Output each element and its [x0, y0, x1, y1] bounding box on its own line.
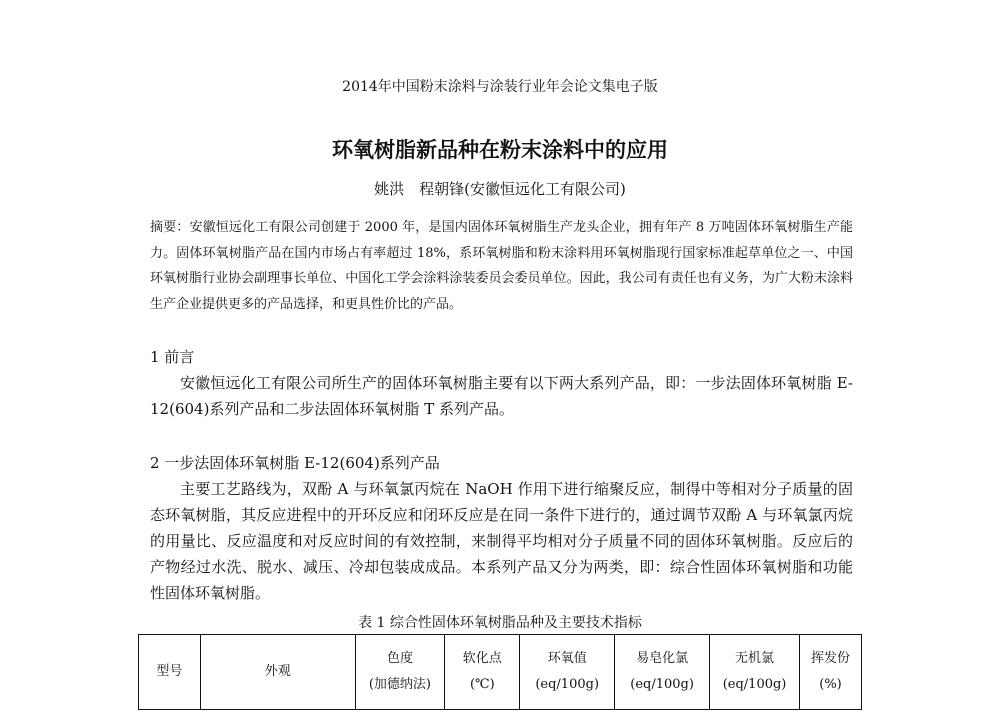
paper-title: 环氧树脂新品种在粉末涂料中的应用: [332, 138, 668, 162]
col-header-label: 外观: [264, 664, 291, 679]
table-caption: 表 1 综合性固体环氧树脂品种及主要技术指标: [358, 615, 642, 631]
section-2-paragraph: 主要工艺路线为，双酚 A 与环氧氯丙烷在 NaOH 作用下进行缩聚反应，制得中等相对分子质量的固态环氧树脂，其反应进程中的开环反应和闭环反应是在同一条件下进行的，通过调节双酚 A 与环氧氯丙烷的用量比、反应温度和对反应时间的有效控制，来制得平均相对分子质量不同的固体环氧树脂。反应后的产物经过水洗、脱水、减压、冷却包装成成品。本系列产品又分为两类，即：综合性固体环氧树脂和功能性固体环氧树脂。: [150, 480, 853, 602]
col-header-unit: (℃): [469, 677, 495, 692]
col-header-label: 无机氯: [735, 651, 775, 666]
col-header-unit: (加德纳法): [368, 677, 432, 692]
col-header-label: 易皂化氯: [636, 651, 689, 666]
section-1-paragraph: 安徽恒远化工有限公司所生产的固体环氧树脂主要有以下两大系列产品，即：一步法固体环氧树脂 E-12(604)系列产品和二步法固体环氧树脂 T 系列产品。: [150, 374, 853, 418]
section-2-heading: 2 一步法固体环氧树脂 E-12(604)系列产品: [150, 454, 440, 472]
col-header-appearance: [200, 635, 355, 710]
col-header-inorganic-chlorine: [710, 635, 800, 710]
col-header-unit: (eq/100g): [535, 677, 600, 692]
spec-table: [138, 634, 862, 710]
section-1-heading: 1 前言: [150, 348, 195, 366]
col-header-color: [355, 635, 445, 710]
col-header-epoxy-value: [520, 635, 615, 710]
table-header-row: [139, 635, 862, 710]
col-header-hydrolyzable-chlorine: [615, 635, 710, 710]
col-header-model: [139, 635, 201, 710]
col-header-unit: (%): [819, 677, 842, 692]
col-header-unit: (eq/100g): [630, 677, 694, 692]
col-header-label: 挥发份: [811, 651, 851, 666]
col-header-label: 型号: [156, 664, 183, 679]
col-header-label: 环氧值: [547, 651, 587, 666]
col-header-label: 软化点: [462, 651, 502, 666]
running-header: 2014年中国粉末涂料与涂装行业年会论文集电子版: [342, 79, 658, 95]
col-header-unit: (eq/100g): [722, 677, 787, 692]
abstract: 摘要：安徽恒远化工有限公司创建于 2000 年，是国内固体环氧树脂生产龙头企业，拥有年产 8 万吨固体环氧树脂生产能力。固体环氧树脂产品在国内市场占有率超过 18%，系环氧树脂和粉末涂料用环氧树脂现行国家标准起草单位之一、中国环氧树脂行业协会副理事长单位、中国化工学会涂料涂装委员会委员单位。因此，我公司有责任也有义务，为广大粉末涂料生产企业提供更多的产品选择，和更具性价比的产品。: [150, 220, 853, 312]
col-header-label: 色度: [386, 651, 413, 666]
col-header-volatiles: [800, 635, 862, 710]
author-line: 姚洪 程朝锋(安徽恒远化工有限公司): [374, 180, 626, 198]
col-header-softening-point: [445, 635, 520, 710]
